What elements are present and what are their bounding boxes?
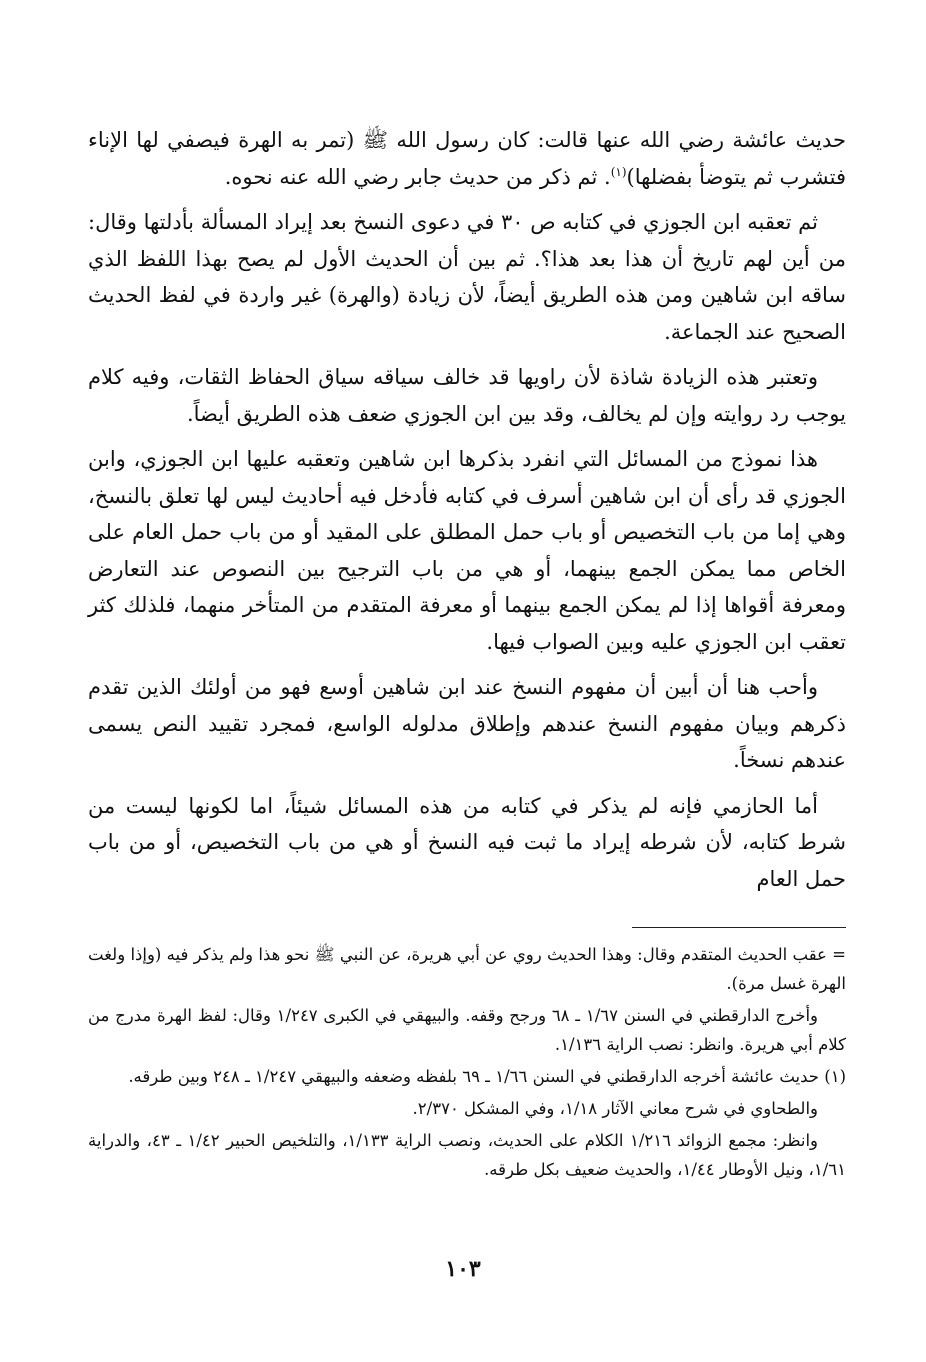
footnote-continuation: = عقب الحديث المتقدم وقال: وهذا الحديث روي عن أبي هريرة، عن النبي ﷺ نحو هذا ولم يذكر فيه (وإذا ولغت الهرة غسل مرة). (88, 945, 846, 993)
footnote-continuation-2: وأخرج الدارقطني في السنن ١/٦٧ ـ ٦٨ ورجح وقفه. والبيهقي في الكبرى ١/٢٤٧ وقال: لفظ الهرة مدرج من كلام أبي هريرة. وانظر: نصب الراية ١/١٣٦. (88, 1006, 846, 1054)
footnote-1: (١) حديث عائشة أخرجه الدارقطني في السنن ١/٦٦ ـ ٦٩ بلفظه وضعفه والبيهقي ١/٢٤٧ ـ ٢٤٨ وبين طرقه. (128, 1067, 846, 1086)
paragraph-5: وأحب هنا أن أبين أن مفهوم النسخ عند ابن شاهين أوسع فهو من أولئك الذين تقدم ذكرهم وبيان مفهوم النسخ عندهم وإطلاق مدلوله الواسع، فمجرد تقييد النص يسمى عندهم نسخاً. (88, 675, 846, 772)
footnote-ref: (١) (610, 164, 627, 179)
paragraph-1-tail: . ثم ذكر من حديث جابر رضي الله عنه نحوه. (224, 164, 611, 189)
main-text (88, 122, 846, 906)
footnotes (88, 940, 846, 1187)
paragraph-1 (88, 122, 846, 195)
paragraph-4: هذا نموذج من المسائل التي انفرد بذكرها ابن شاهين وتعقبه عليها ابن الجوزي، وابن الجوزي قد رأى أن ابن شاهين أسرف في كتابه فأدخل فيه أحاديث ليس لها تعلق بالنسخ، وهي إما من باب التخصيص أو باب حمل المطلق على المقيد أو من باب حمل العام على الخاص مما يمكن الجمع بينهما، أو هي من باب الترجيح بين النصوص عند التعارض ومعرفة أقواها إذا لم يمكن الجمع بينهما أو معرفة المتقدم من المتأخر منهما، فلذلك كثر تعقب ابن الجوزي عليه وبين الصواب فيها. (88, 447, 846, 654)
paragraph-2: ثم تعقبه ابن الجوزي في كتابه ص ٣٠ في دعوى النسخ بعد إيراد المسألة بأدلتها وقال: من أين لهم تاريخ أن هذا بعد هذا؟. ثم بين أن الحديث الأول لم يصح بهذا اللفظ الذي ساقه ابن شاهين ومن هذه الطريق أيضاً، لأن زيادة (والهرة) غير واردة في لفظ الحديث الصحيح عند الجماعة. (88, 210, 846, 344)
paragraph-1-text: حديث عائشة رضي الله عنها قالت: كان رسول الله ﷺ (تمر به الهرة فيصفي لها الإناء فتشرب ثم يتوضأ بفضلها) (88, 128, 846, 189)
paragraph-3: وتعتبر هذه الزيادة شاذة لأن راويها قد خالف سياقه سياق الحفاظ الثقات، وفيه كلام يوجب رد روايته وإن لم يخالف، وقد بين ابن الجوزي ضعف هذه الطريق أيضاً. (88, 365, 846, 426)
footnote-1-line-3: وانظر: مجمع الزوائد ١/٢١٦ الكلام على الحديث، ونصب الراية ١/١٣٣، والتلخيص الحبير ١/٤٢ ـ ٤٣، والدراية ١/٦١، ونيل الأوطار ١/٤٤، والحديث ضعيف بكل طرقه. (88, 1131, 846, 1179)
footnote-1-line-2: والطحاوي في شرح معاني الآثار ١/١٨، وفي المشكل ٢/٣٧٠. (412, 1099, 818, 1118)
page-number: ١٠٣ (445, 1256, 481, 1282)
footnote-separator (632, 927, 846, 928)
paragraph-6: أما الحازمي فإنه لم يذكر في كتابه من هذه المسائل شيئاً، اما لكونها ليست من شرط كتابه، لأن شرطه إيراد ما ثبت فيه النسخ أو هي من باب التخصيص، أو من باب حمل العام (88, 793, 846, 891)
